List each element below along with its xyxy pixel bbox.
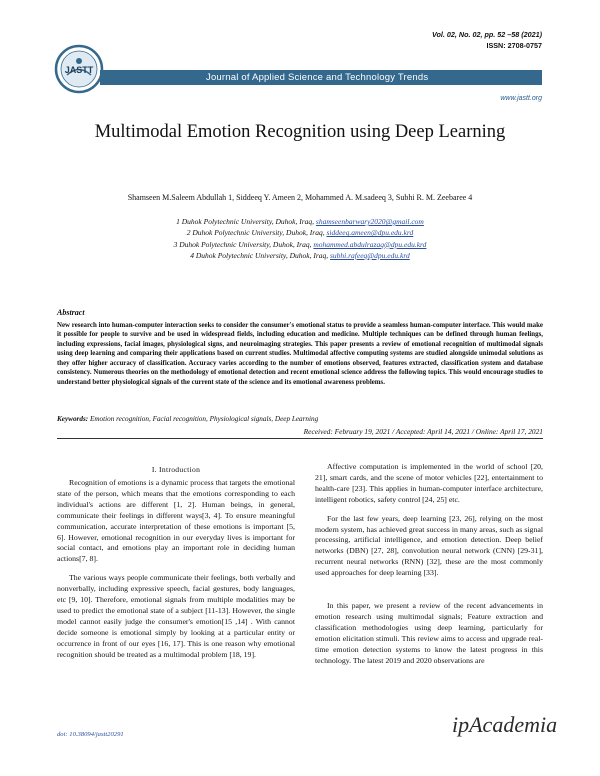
paragraph: The various ways people communicate their feelings, both verbally and nonverbally, including expressive speech, facial gestures, body languages, etc [9, 10]. Therefore, emotional signals from multiple modalities may be used to predict the emotional state of a subject [11-13]. However, the single model cannot easily judge the consumer's emotion[15 ,14] . With cannot decide someone is emotional simply by looking at a particular entity or occurrence in front of our eyes [16, 17]. This is one reason why emotional recognition should be treated as a multimodal problem [18, 19]. <box>57 573 295 659</box>
affiliation-2: 2 Duhok Polytechnic University, Duhok, Iraq, siddeeq.ameen@dpu.edu.krd <box>186 228 414 238</box>
keywords-text: Emotion recognition, Facial recognition, Physiological signals, Deep Learning <box>89 415 319 423</box>
author-list: Shamseen M.Saleem Abdullah 1, Siddeeq Y. Ameen 2, Mohammed A. M.sadeeq 3, Subhi R. M. Zeebaree 4 <box>127 193 473 202</box>
doi-link[interactable]: doi: 10.38094/jastt20291 <box>57 731 124 738</box>
paragraph: In this paper, we present a review of the recent advancements in emotion research using multimodal signals; Feature extraction and classification methodologies using deep learning, particularly for emotion elicitation stimuli. This review aims to access and upgrade real-time emotion detection systems to know the latest progress in this technology. The latest 2019 and 2020 observations are <box>315 601 543 665</box>
right-column <box>315 462 543 667</box>
email-link[interactable]: siddeeq.ameen@dpu.edu.krd <box>326 228 414 238</box>
affiliations <box>0 216 600 261</box>
journal-banner <box>100 70 542 85</box>
affiliation-4: 4 Duhok Polytechnic University, Duhok, Iraq, subhi.rafeeq@dpu.edu.krd <box>190 250 410 260</box>
journal-logo <box>54 44 104 94</box>
issn: ISSN: 2708-0757 <box>486 41 542 50</box>
volume-line: Vol. 02, No. 02, pp. 52 –58 (2021) <box>432 30 542 39</box>
divider <box>57 438 543 439</box>
jastt-seal-icon <box>54 44 104 94</box>
paragraph: Recognition of emotions is a dynamic process that targets the emotional state of the person, which means that the emotions corresponding to each individual's actions are different [1, 2]. Human beings, in general, communicate their feelings in different ways[3, 4]. To ensure meaningful communication, accurate interpretation of these emotions is important [5, 6]. However, emotional recognition in our everyday lives is important for social contact, and emotions play an important role in deciding human actions[7, 8]. <box>57 478 295 564</box>
svg-text:JASTT: JASTT <box>64 65 94 75</box>
paragraph: Affective computation is implemented in the world of school [20, 21], smart cards, and the scene of motor vehicles [22], entertainment to health-care [23]. This applies in human-computer interface architecture, intelligent robotics, safety control [24, 25] etc. <box>315 462 543 504</box>
publication-dates: Received: February 19, 2021 / Accepted: April 14, 2021 / Online: April 17, 2021 <box>303 427 543 436</box>
affiliation-1: 1 Duhok Polytechnic University, Duhok, Iraq, shamseenbarwary2020@gmail.com <box>176 217 424 226</box>
abstract-heading: Abstract <box>57 308 85 317</box>
section-heading: I. Introduction <box>151 465 201 474</box>
email-link[interactable]: mohammed.abdulrazaq@dpu.edu.krd <box>313 239 427 249</box>
email-link[interactable]: subhi.rafeeq@dpu.edu.krd <box>330 250 410 260</box>
keywords-label: Keywords: <box>57 415 89 423</box>
keywords <box>57 415 543 423</box>
abstract-body: New research into human-computer interaction seeks to consider the consumer's emotional status to provide a seamless human-computer interface. This would make it possible for people to survive and be used in widespread fields, including education and medicine. Multiple techniques can be defined through human feelings, including expressions, facial images, physiological signs, and neuroimaging strategies. This paper presents a review of emotional recognition of multimodal signals using deep learning and comparing their applications based on current studies. Multimodal affective computing systems are studied alongside unimodal solutions as they offer higher accuracy of classification. Accuracy varies according to the number of emotions observed, features extracted, classification system and database consistency. Numerous theories on the methodology of emotional detection and recent emotional science address the following topics. This would encourage studies to understand better physiological signals of the current state of the science and its emotional awareness problems. <box>57 322 543 386</box>
affiliation-3: 3 Duhok Polytechnic University, Duhok, Iraq, mohammed.abdulrazaq@dpu.edu.krd <box>173 239 427 249</box>
journal-name: Journal of Applied Science and Technology Trends <box>206 72 429 83</box>
paragraph: For the last few years, deep learning [23, 26], relying on the most modern system, has achieved great success in many areas, such as signal processing, artificial intelligence, and emotion detection. Deep belief networks (DBN) [27, 28], convolution neural network (CNN) [29-31], recurrent neural networks (RNN) [32], these are the most commonly used approaches for deep learning [33]. <box>315 513 543 578</box>
journal-website-link[interactable]: www.jastt.org <box>500 95 542 102</box>
paper-title: Multimodal Emotion Recognition using Deep Learning <box>94 122 506 142</box>
publisher-logo: ipAcademia <box>452 712 558 737</box>
left-column <box>57 478 295 661</box>
email-link[interactable]: shamseenbarwary2020@gmail.com <box>315 217 424 226</box>
